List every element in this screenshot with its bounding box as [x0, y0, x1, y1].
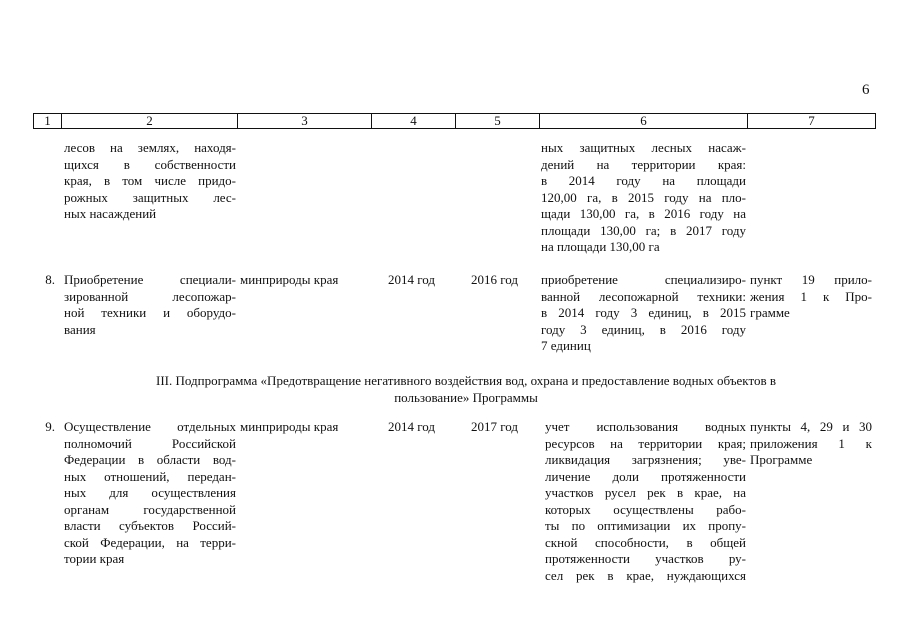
row-end-year: 2016 год — [471, 272, 518, 287]
text-line: Осуществление отдельных — [64, 419, 236, 434]
row-start-year: 2014 год — [388, 419, 435, 434]
row-description — [64, 272, 236, 338]
text-line: площади 130,00 га; в 2017 году — [541, 222, 746, 238]
text-line: ты по оптимизации их пропу- — [545, 518, 746, 533]
row-end-year: 2017 год — [471, 419, 518, 434]
text-line: Федерации в области вод- — [64, 452, 236, 467]
text-line: 7 единиц — [541, 338, 591, 353]
text-line: рожных защитных лес- — [64, 189, 236, 205]
column-header-2: 2 — [62, 114, 238, 129]
text-line: ных насаждений — [64, 206, 157, 221]
text-line: учет использования водных — [545, 419, 746, 434]
row-executor: минприроды края — [240, 419, 339, 434]
text-line: пункт 19 прило- — [750, 272, 872, 287]
row-executor: минприроды края — [240, 272, 339, 287]
column-header-7: 7 — [748, 114, 876, 129]
text-line: вания — [64, 321, 96, 337]
text-line: в 2014 году на площади — [541, 173, 746, 188]
text-line: органам государственной — [64, 501, 236, 517]
row-reference — [750, 272, 872, 322]
text-line: Программе — [750, 452, 813, 467]
text-line: участков русел рек в крае, на — [545, 485, 746, 500]
row-start-year: 2014 год — [388, 272, 435, 287]
section-heading — [60, 372, 872, 406]
text-line: щихся в собственности — [64, 156, 236, 172]
text-line: приобретение специализиро- — [541, 272, 746, 287]
text-line: приложения 1 к — [750, 435, 872, 451]
section-heading-line-1: III. Подпрограмма «Предотвращение негативного воздействия вод, охрана и предоставление водных объектов в — [156, 373, 776, 388]
row-reference — [750, 419, 872, 469]
text-line: края, в том числе придо- — [64, 173, 236, 188]
continued-row-result — [541, 140, 746, 256]
page-number: 6 — [862, 82, 870, 98]
text-line: скной способности, в общей — [545, 534, 746, 550]
text-line: 120,00 га, в 2015 году на пло- — [541, 189, 746, 205]
text-line: которых осуществлены рабо- — [545, 501, 746, 517]
text-line: личение доли протяженности — [545, 468, 746, 484]
text-line: зированной лесопожар- — [64, 288, 236, 304]
text-line: году 3 единиц, в 2016 году — [541, 321, 746, 337]
text-line: ных отношений, передан- — [64, 468, 236, 484]
row-number: 8. — [45, 272, 55, 287]
text-line: жения 1 к Про- — [750, 288, 872, 304]
text-line: пункты 4, 29 и 30 — [750, 419, 872, 434]
column-header-4: 4 — [372, 114, 456, 129]
row-number: 9. — [45, 419, 55, 434]
text-line: сел рек в крае, нуждающихся — [545, 567, 746, 583]
row-result — [545, 419, 746, 584]
column-header-6: 6 — [540, 114, 748, 129]
text-line: тории края — [64, 551, 125, 566]
text-line: Приобретение специали- — [64, 272, 236, 287]
row-description — [64, 419, 236, 568]
text-line: ных защитных лесных насаж- — [541, 140, 746, 155]
text-line: власти субъектов Россий- — [64, 518, 236, 533]
text-line: ликвидация загрязнения; уве- — [545, 452, 746, 467]
text-line: на площади 130,00 га — [541, 239, 660, 254]
row-result — [541, 272, 746, 355]
text-line: ской Федерации, на терри- — [64, 534, 236, 550]
column-header-5: 5 — [456, 114, 540, 129]
text-line: лесов на землях, находя- — [64, 140, 236, 155]
text-line: протяженности участков ру- — [545, 551, 746, 566]
text-line: дений на территории края: — [541, 156, 746, 172]
text-line: ванной лесопожарной техники: — [541, 288, 746, 304]
text-line: ной техники и оборудо- — [64, 305, 236, 320]
text-line: ресурсов на территории края; — [545, 435, 746, 451]
column-header-row — [33, 113, 876, 129]
text-line: грамме — [750, 305, 790, 320]
text-line: полномочий Российской — [64, 435, 236, 451]
column-header-1: 1 — [34, 114, 62, 129]
column-header-3: 3 — [238, 114, 372, 129]
text-line: ных для осуществления — [64, 485, 236, 500]
text-line: в 2014 году 3 единиц, в 2015 — [541, 305, 746, 320]
text-line: щади 130,00 га, в 2016 году на — [541, 206, 746, 221]
continued-row-description — [64, 140, 236, 223]
section-heading-line-2: пользование» Программы — [394, 390, 538, 405]
